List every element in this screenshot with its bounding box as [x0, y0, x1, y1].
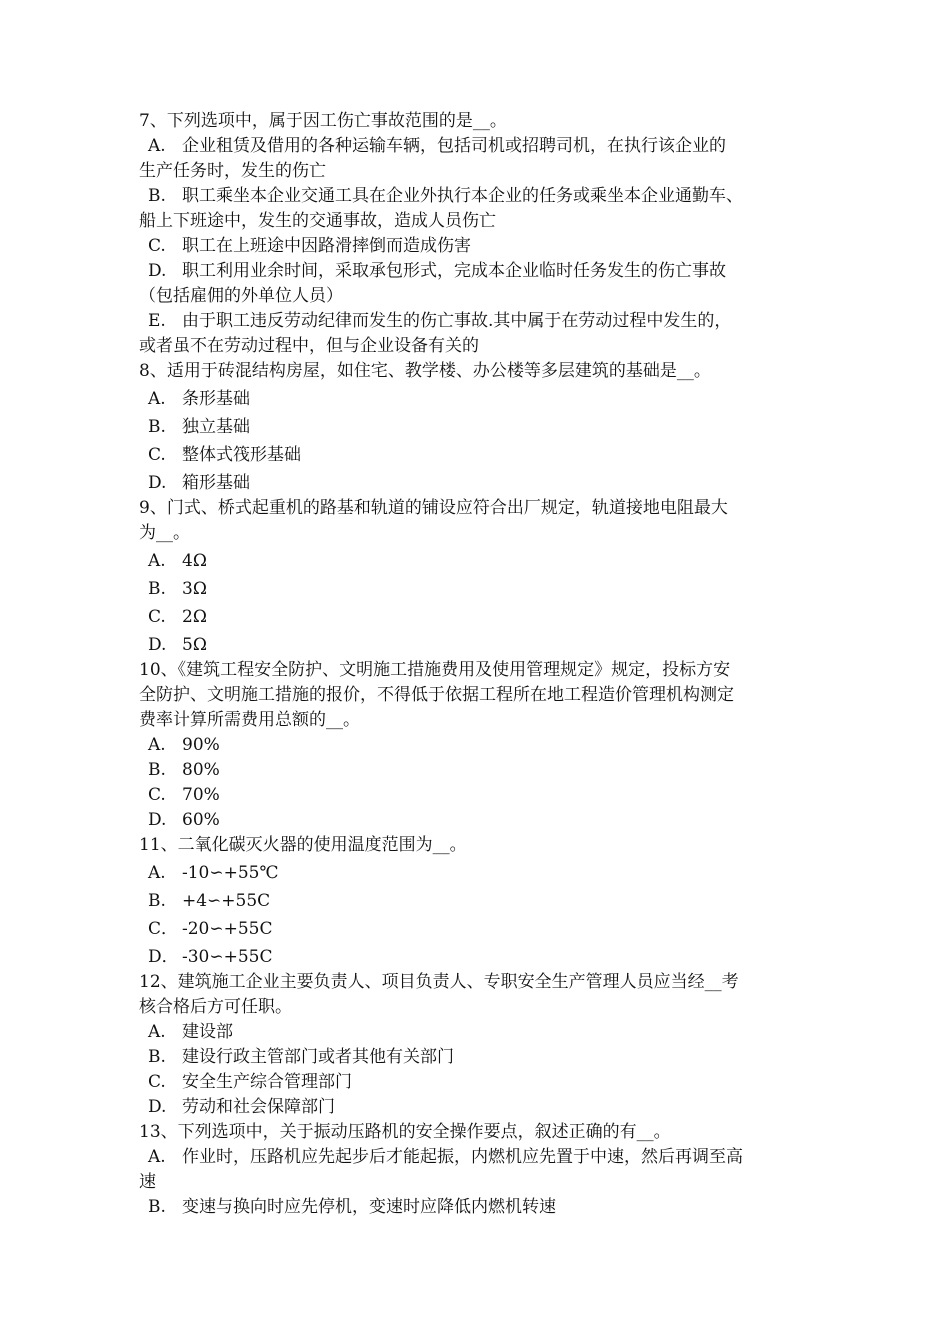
option-letter: A.: [148, 735, 166, 755]
option-text-continued: 速: [139, 1172, 156, 1192]
answer-option: [139, 259, 814, 284]
option-text: 70%: [182, 785, 220, 805]
answer-option: [139, 633, 814, 658]
option-letter: D.: [148, 1097, 167, 1117]
question-stem: 8、适用于砖混结构房屋，如住宅、教学楼、办公楼等多层建筑的基础是__。: [139, 361, 711, 381]
answer-option: [139, 184, 814, 209]
answer-option: [139, 549, 814, 574]
question-list: [139, 109, 814, 1220]
option-letter: D．: [148, 947, 179, 967]
option-text: 职工乘坐本企业交通工具在企业外执行本企业的任务或乘坐本企业通勤车、: [182, 186, 743, 206]
answer-option: [139, 577, 814, 602]
answer-option: [139, 783, 814, 808]
option-text: 劳动和社会保障部门: [182, 1097, 335, 1117]
option-text: 80%: [182, 760, 220, 780]
option-text: 建设部: [182, 1022, 233, 1042]
question-stem-continued: 核合格后方可任职。: [139, 997, 292, 1017]
question-stem-continued: 费率计算所需费用总额的__。: [139, 710, 360, 730]
option-letter: D.: [148, 473, 167, 493]
answer-option: [139, 387, 814, 412]
option-letter: A.: [148, 389, 166, 409]
option-text: 作业时，压路机应先起步后才能起振，内燃机应先置于中速，然后再调至高: [182, 1147, 743, 1167]
answer-option: [139, 1045, 814, 1070]
option-letter: B.: [148, 1047, 166, 1067]
answer-option: [139, 1095, 814, 1120]
option-text: 条形基础: [182, 389, 250, 409]
option-text: 箱形基础: [182, 473, 250, 493]
option-text-continued: （包括雇佣的外单位人员）: [139, 286, 343, 306]
option-letter: B.: [148, 186, 166, 206]
answer-option: [139, 808, 814, 833]
option-text: -10∽+55℃: [182, 863, 279, 883]
answer-option: [139, 134, 814, 159]
question-stem: 13、下列选项中，关于振动压路机的安全操作要点，叙述正确的有__。: [139, 1122, 671, 1142]
answer-option: [139, 1195, 814, 1220]
option-letter: E.: [148, 311, 166, 331]
option-text: 建设行政主管部门或者其他有关部门: [182, 1047, 454, 1067]
answer-option: [139, 861, 814, 886]
answer-option: [139, 471, 814, 496]
option-text: 60%: [182, 810, 220, 830]
option-text: 独立基础: [182, 417, 250, 437]
option-text: -20∽+55C: [182, 919, 273, 939]
option-text: 90%: [182, 735, 220, 755]
option-text: 企业租赁及借用的各种运输车辆，包括司机或招聘司机，在执行该企业的: [182, 136, 726, 156]
answer-option: [139, 733, 814, 758]
option-letter: A.: [148, 1147, 166, 1167]
option-letter: C.: [148, 1072, 166, 1092]
option-letter: A.: [148, 551, 166, 571]
question-stem: 10、《建筑工程安全防护、文明施工措施费用及使用管理规定》规定，投标方安: [139, 660, 731, 680]
option-letter: C.: [148, 785, 166, 805]
option-letter: C.: [148, 236, 166, 256]
option-letter: A.: [148, 863, 166, 883]
option-text: 由于职工违反劳动纪律而发生的伤亡事故.其中属于在劳动过程中发生的，: [182, 311, 732, 331]
question-stem: 11、二氧化碳灭火器的使用温度范围为__。: [139, 835, 467, 855]
option-text: 2Ω: [182, 607, 207, 627]
option-letter: C.: [148, 445, 166, 465]
answer-option: [139, 1145, 814, 1170]
option-letter: B.: [148, 891, 166, 911]
answer-option: [139, 917, 814, 942]
option-letter: D.: [148, 261, 167, 281]
answer-option: [139, 443, 814, 468]
option-letter: C．: [148, 919, 179, 939]
option-text-continued: 船上下班途中，发生的交通事故，造成人员伤亡: [139, 211, 496, 231]
answer-option: [139, 234, 814, 259]
answer-option: [139, 415, 814, 440]
option-text: 4Ω: [182, 551, 207, 571]
answer-option: [139, 889, 814, 914]
answer-option: [139, 605, 814, 630]
answer-option: [139, 1070, 814, 1095]
option-letter: B.: [148, 579, 166, 599]
option-text: 变速与换向时应先停机，变速时应降低内燃机转速: [182, 1197, 556, 1217]
option-text: 职工利用业余时间，采取承包形式，完成本企业临时任务发生的伤亡事故: [182, 261, 726, 281]
option-text-continued: 或者虽不在劳动过程中，但与企业设备有关的: [139, 336, 479, 356]
answer-option: [139, 945, 814, 970]
option-letter: B.: [148, 1197, 166, 1217]
question-stem: 7、下列选项中，属于因工伤亡事故范围的是__。: [139, 111, 507, 131]
option-text: 安全生产综合管理部门: [182, 1072, 352, 1092]
question-stem-continued: 全防护、文明施工措施的报价，不得低于依据工程所在地工程造价管理机构测定: [139, 685, 734, 705]
option-text: 3Ω: [182, 579, 207, 599]
option-text: 5Ω: [182, 635, 207, 655]
option-text-continued: 生产任务时，发生的伤亡: [139, 161, 326, 181]
option-text: 职工在上班途中因路滑摔倒而造成伤害: [182, 236, 471, 256]
option-letter: D.: [148, 810, 167, 830]
question-stem: 9、门式、桥式起重机的路基和轨道的铺设应符合出厂规定，轨道接地电阻最大: [139, 498, 728, 518]
option-letter: A.: [148, 1022, 166, 1042]
option-letter: C.: [148, 607, 166, 627]
option-letter: B.: [148, 760, 166, 780]
answer-option: [139, 309, 814, 334]
option-letter: A.: [148, 136, 166, 156]
option-text: +4∽+55C: [182, 891, 271, 911]
option-letter: B.: [148, 417, 166, 437]
option-text: -30∽+55C: [182, 947, 273, 967]
answer-option: [139, 758, 814, 783]
option-text: 整体式筏形基础: [182, 445, 301, 465]
option-letter: D.: [148, 635, 167, 655]
answer-option: [139, 1020, 814, 1045]
question-stem-continued: 为__。: [139, 523, 190, 543]
question-stem: 12、建筑施工企业主要负责人、项目负责人、专职安全生产管理人员应当经__考: [139, 972, 739, 992]
